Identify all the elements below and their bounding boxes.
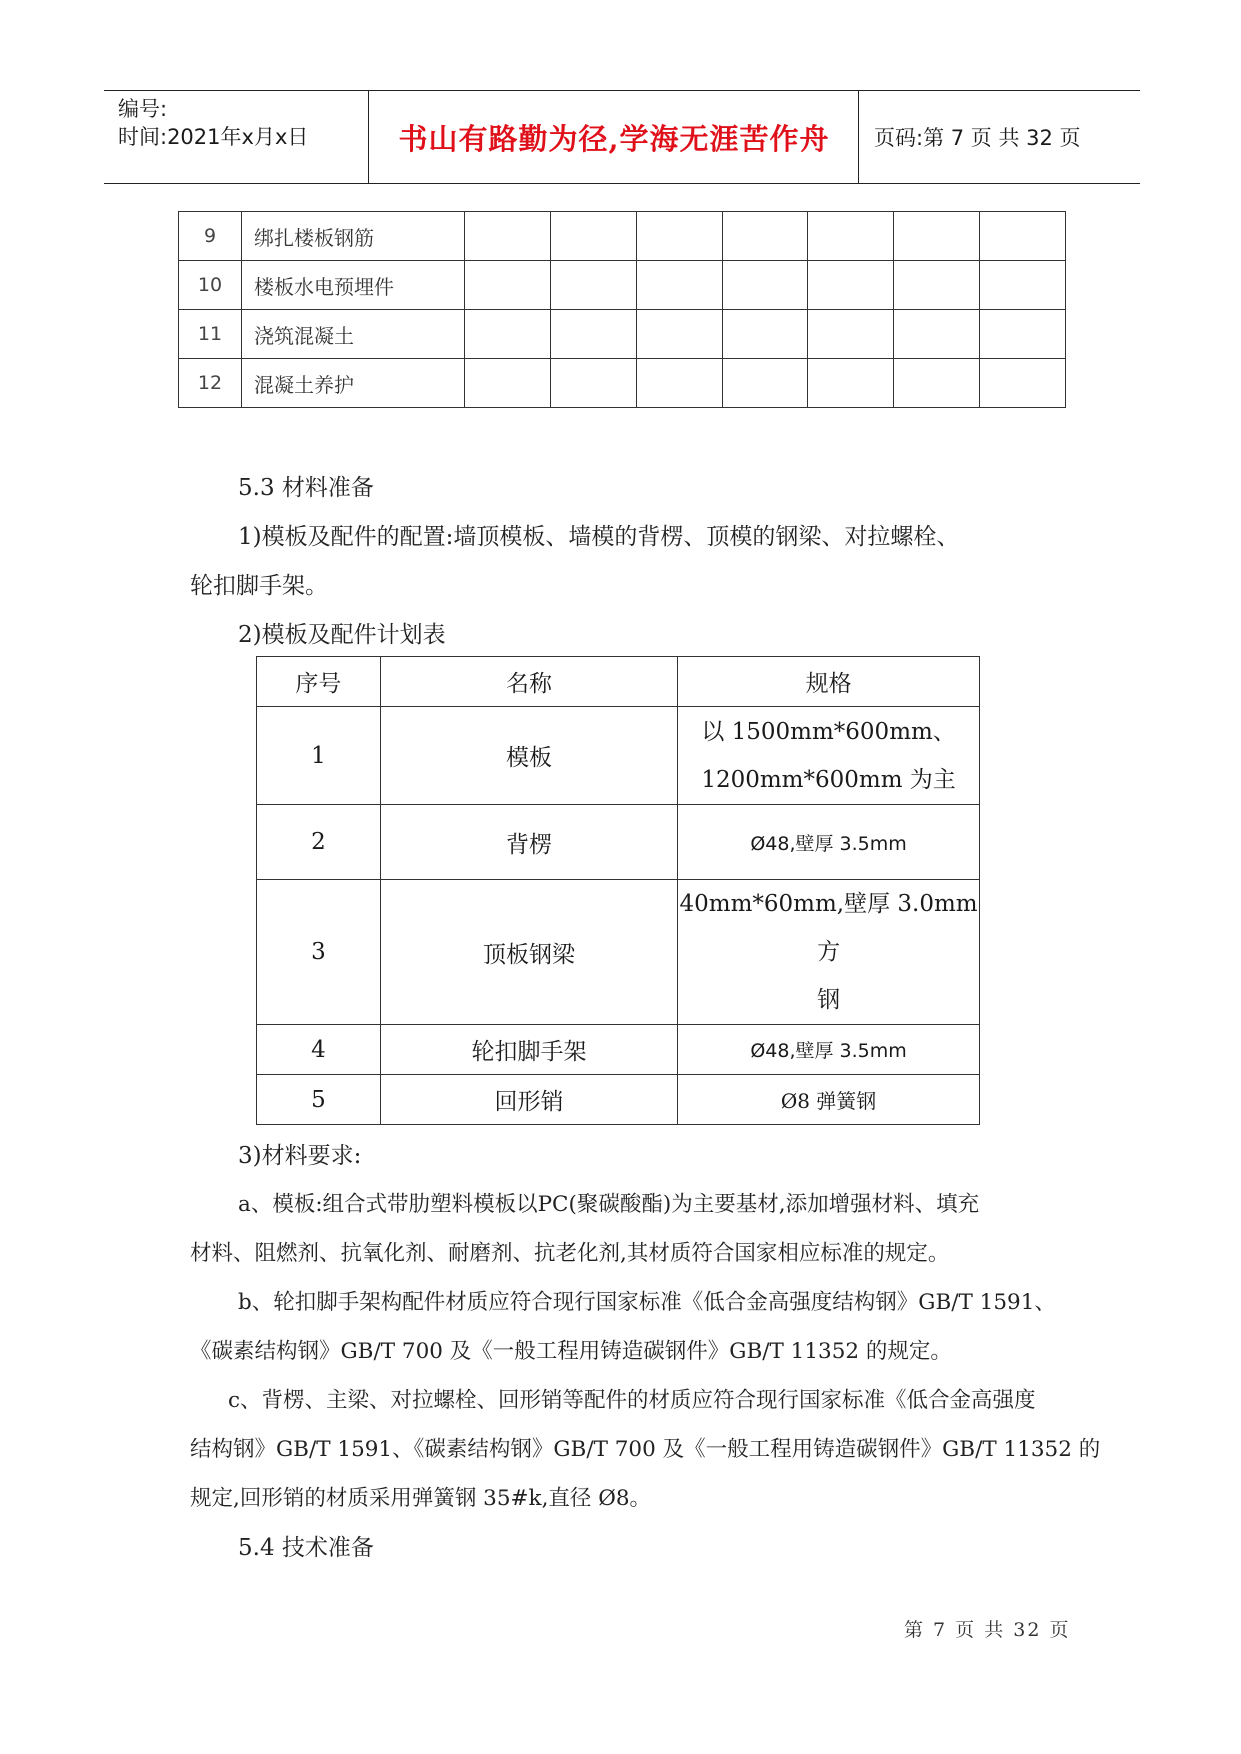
empty-cell bbox=[636, 212, 722, 261]
row-name: 轮扣脚手架 bbox=[380, 1025, 677, 1075]
spec-line: 以 1500mm*600mm、 bbox=[701, 718, 956, 745]
empty-cell bbox=[722, 261, 808, 310]
req-b-line1: b、轮扣脚手架构配件材质应符合现行国家标准《低合金高强度结构钢》GB/T 1591、 bbox=[238, 1290, 1056, 1315]
formwork-plan-table bbox=[256, 656, 980, 1125]
row-name: 顶板钢梁 bbox=[380, 880, 677, 1025]
empty-cell bbox=[808, 212, 894, 261]
row-number: 10 bbox=[179, 261, 242, 310]
table-row bbox=[257, 1075, 980, 1125]
table-row bbox=[179, 261, 1066, 310]
req-a-line2: 材料、阻燃剂、抗氧化剂、耐磨剂、抗老化剂,其材质符合国家相应标准的规定。 bbox=[190, 1241, 950, 1266]
spec-line: 钢 bbox=[817, 987, 841, 1013]
empty-cell bbox=[894, 359, 980, 408]
empty-cell bbox=[980, 310, 1066, 359]
task-name: 绑扎楼板钢筋 bbox=[242, 212, 465, 261]
empty-cell bbox=[465, 212, 551, 261]
row-no: 2 bbox=[257, 805, 381, 880]
empty-cell bbox=[980, 359, 1066, 408]
header-divider bbox=[368, 91, 369, 183]
task-name: 楼板水电预埋件 bbox=[242, 261, 465, 310]
row-spec: Ø48,壁厚 3.5mm bbox=[678, 1025, 980, 1075]
empty-cell bbox=[550, 212, 636, 261]
task-name: 浇筑混凝土 bbox=[242, 310, 465, 359]
empty-cell bbox=[465, 310, 551, 359]
empty-cell bbox=[636, 359, 722, 408]
item-1-line1: 1)模板及配件的配置:墙顶模板、墙模的背楞、顶模的钢梁、对拉螺栓、 bbox=[238, 524, 960, 550]
header-meta bbox=[104, 91, 368, 183]
empty-cell bbox=[894, 212, 980, 261]
section-heading-5-4: 5.4 技术准备 bbox=[238, 1535, 374, 1561]
item-1-line2: 轮扣脚手架。 bbox=[190, 573, 328, 599]
empty-cell bbox=[808, 310, 894, 359]
empty-cell bbox=[808, 261, 894, 310]
table-row bbox=[257, 805, 980, 880]
empty-cell bbox=[980, 261, 1066, 310]
empty-cell bbox=[808, 359, 894, 408]
table-row bbox=[257, 880, 980, 1025]
empty-cell bbox=[894, 310, 980, 359]
header-divider bbox=[858, 91, 859, 183]
spec-line: 1200mm*600mm 为主 bbox=[701, 766, 956, 793]
table-row bbox=[257, 707, 980, 805]
row-spec: Ø8 弹簧钢 bbox=[678, 1075, 980, 1125]
page-header bbox=[104, 90, 1140, 184]
empty-cell bbox=[980, 212, 1066, 261]
table-header-row bbox=[257, 657, 980, 707]
schedule-table bbox=[178, 211, 1066, 408]
serial-label: 编号: bbox=[118, 97, 168, 121]
empty-cell bbox=[550, 359, 636, 408]
row-number: 11 bbox=[179, 310, 242, 359]
req-c-line3: 规定,回形销的材质采用弹簧钢 35#k,直径 Ø8。 bbox=[190, 1486, 652, 1511]
row-no: 1 bbox=[257, 707, 381, 805]
section-heading-5-3: 5.3 材料准备 bbox=[238, 475, 374, 501]
empty-cell bbox=[465, 261, 551, 310]
empty-cell bbox=[550, 310, 636, 359]
row-no: 4 bbox=[257, 1025, 381, 1075]
column-header-no: 序号 bbox=[257, 657, 381, 707]
req-c-line1: c、背楞、主梁、对拉螺栓、回形销等配件的材质应符合现行国家标准《低合金高强度 bbox=[228, 1388, 1036, 1413]
requirements-heading: 3)材料要求: bbox=[238, 1143, 362, 1169]
empty-cell bbox=[894, 261, 980, 310]
row-name: 模板 bbox=[380, 707, 677, 805]
table-row bbox=[179, 212, 1066, 261]
time-label: 时间:2021年x月x日 bbox=[118, 125, 309, 149]
item-2-title: 2)模板及配件计划表 bbox=[238, 622, 446, 648]
table-row bbox=[257, 1025, 980, 1075]
empty-cell bbox=[722, 359, 808, 408]
page-footer: 第 7 页 共 32 页 bbox=[904, 1619, 1071, 1641]
empty-cell bbox=[722, 310, 808, 359]
task-name: 混凝土养护 bbox=[242, 359, 465, 408]
empty-cell bbox=[722, 212, 808, 261]
req-c-line2: 结构钢》GB/T 1591、《碳素结构钢》GB/T 700 及《一般工程用铸造碳钢件》GB/T 11352 的 bbox=[190, 1437, 1101, 1462]
row-spec bbox=[678, 880, 980, 1025]
header-motto: 书山有路勤为径,学海无涯苦作舟 bbox=[398, 121, 830, 156]
req-a-line1: a、模板:组合式带肋塑料模板以PC(聚碳酸酯)为主要基材,添加增强材料、填充 bbox=[238, 1192, 980, 1217]
empty-cell bbox=[636, 261, 722, 310]
column-header-name: 名称 bbox=[380, 657, 677, 707]
header-page-number: 页码:第 7 页 共 32 页 bbox=[874, 126, 1081, 150]
row-no: 3 bbox=[257, 880, 381, 1025]
row-name: 回形销 bbox=[380, 1075, 677, 1125]
row-spec bbox=[678, 707, 980, 805]
req-b-line2: 《碳素结构钢》GB/T 700 及《一般工程用铸造碳钢件》GB/T 11352 的规定。 bbox=[190, 1339, 952, 1364]
row-name: 背楞 bbox=[380, 805, 677, 880]
row-number: 9 bbox=[179, 212, 242, 261]
empty-cell bbox=[465, 359, 551, 408]
column-header-spec: 规格 bbox=[678, 657, 980, 707]
empty-cell bbox=[550, 261, 636, 310]
spec-line: 40mm*60mm,壁厚 3.0mm 方 bbox=[679, 891, 978, 965]
empty-cell bbox=[636, 310, 722, 359]
table-row bbox=[179, 359, 1066, 408]
row-spec: Ø48,壁厚 3.5mm bbox=[678, 805, 980, 880]
table-row bbox=[179, 310, 1066, 359]
row-no: 5 bbox=[257, 1075, 381, 1125]
row-number: 12 bbox=[179, 359, 242, 408]
